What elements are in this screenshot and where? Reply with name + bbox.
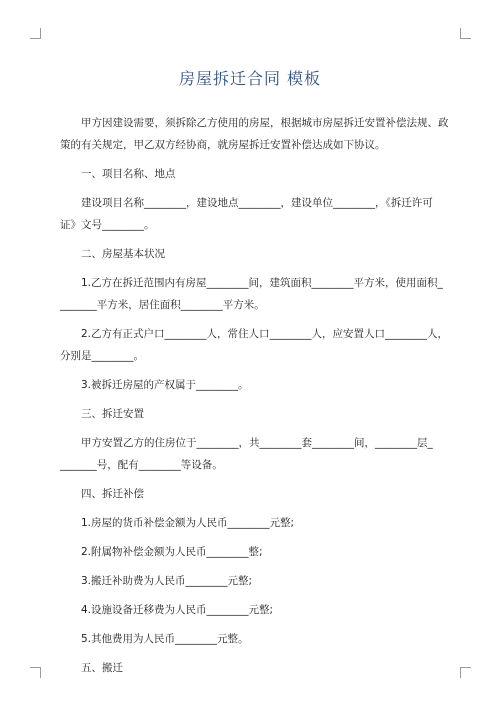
section-2-p2-line-1: 2.乙方有正式户口________人，常住人口________人，应安置人口________人，: [81, 328, 449, 340]
section-1-heading: 一、项目名称、地点: [81, 168, 176, 180]
section-3-heading: 三、拆迁安置: [81, 408, 144, 420]
section-2-p1-line-2: _______平方米，居住面积________平方米。: [60, 299, 265, 311]
document-title: 房屋拆迁合同 模板: [178, 69, 322, 88]
crop-mark-bottom-left: [30, 667, 41, 678]
section-4-item-3: 3.搬迁补助费为人民币________元整;: [81, 575, 253, 587]
intro-line-1: 甲方因建设需要，须拆除乙方使用的房屋，根据城市房屋拆迁安置补偿法规、政: [81, 117, 449, 129]
intro-line-2: 策的有关规定，甲乙双方经协商，就房屋拆迁安置补偿达成如下协议。: [60, 139, 386, 151]
section-3-line-2: _______号，配有________等设备。: [60, 459, 223, 471]
section-4-item-2: 2.附属物补偿金额为人民币________整;: [81, 546, 263, 558]
section-4-heading: 四、拆迁补偿: [81, 488, 144, 500]
crop-mark-bottom-right: [460, 667, 471, 678]
document-body: [60, 112, 450, 679]
section-5-heading: 五、搬迁: [81, 662, 123, 674]
crop-mark-top-right: [460, 28, 471, 39]
section-1-line-1: 建设项目名称________，建设地点________，建设单位________，《拆迁许可: [81, 197, 433, 209]
section-4-item-5: 5.其他费用为人民币________元整。: [81, 633, 249, 645]
section-2-p1-line-1: 1.乙方在拆迁范围内有房屋________间，建筑面积________平方米，使用面积_: [81, 277, 443, 289]
section-3-line-1: 甲方安置乙方的住房位于________，共________套________间，________层_: [81, 437, 433, 449]
section-2-heading: 二、房屋基本状况: [81, 248, 165, 260]
section-2-p3: 3.被拆迁房屋的产权属于________。: [81, 379, 249, 391]
crop-mark-top-left: [30, 28, 41, 39]
section-4-item-4: 4.设施设备迁移费为人民币________元整;: [81, 604, 274, 616]
section-4-item-1: 1.房屋的货币补偿金额为人民币________元整;: [81, 517, 295, 529]
section-2-p2-line-2: 分别是________。: [60, 350, 144, 362]
section-1-line-2: 证》文号________。: [60, 219, 155, 231]
